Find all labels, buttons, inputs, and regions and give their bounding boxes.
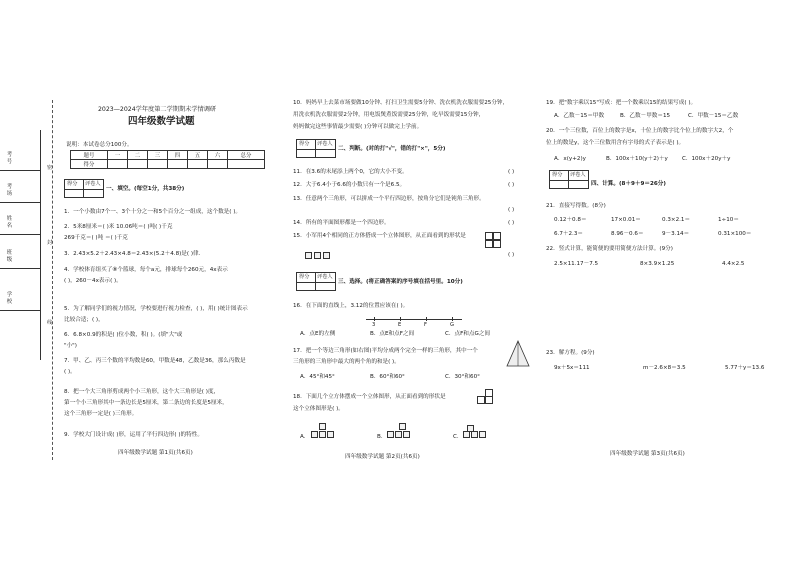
score-cell: 一 xyxy=(107,151,127,160)
q17-continued: 三角形的三角形中最大的两个角的和是( )。 xyxy=(293,359,400,365)
calc-item: 4.4×2.5 xyxy=(722,261,745,267)
calc-item: 8.96－0.6＝ xyxy=(611,231,644,237)
score-cell: 三 xyxy=(147,151,167,160)
q-line: "小") xyxy=(64,343,77,349)
option: A. xyxy=(300,434,306,440)
calc-item: 1÷10＝ xyxy=(718,217,739,223)
label-line xyxy=(0,202,40,203)
grader-box xyxy=(549,170,589,189)
q-line: 比较合适；( )， xyxy=(64,317,104,323)
label-exam-room: 考场 xyxy=(6,184,13,197)
grader-box xyxy=(64,179,104,198)
q-line: 2．5米8厘米＝( )米 10.06吨＝( )吨( )千克 xyxy=(64,224,173,230)
calc-item: 2.5×11.17－7.5 xyxy=(554,261,599,267)
score-cell xyxy=(167,160,187,169)
q-line: 9．学校大门设计成( )形，运用了平行四边形( )的特性。 xyxy=(64,432,203,438)
option: C．点F和点G之间 xyxy=(445,331,491,337)
q16: 16．在下面的直线上，3.12的位置应该在( )。 xyxy=(293,303,409,309)
label-school: 学校 xyxy=(6,292,13,305)
judge-item: 13．任意两个三角形，可以拼成一个平行四边形，按角分它们是钝角三角形。 xyxy=(293,196,485,202)
q-line: 3．2.43×5.2＋2.43×4.8＝2.43×(5.2＋4.8)是( )律. xyxy=(64,251,201,257)
q-line: 这个三角形一定是( )三角形。 xyxy=(64,411,138,417)
score-cell: 总分 xyxy=(228,151,265,160)
option: A．点E的左侧 xyxy=(300,331,336,337)
q-line: 8．把一个大三角形剪成两个小三角形，这个大三角形是( )度， xyxy=(64,389,220,395)
judge-item: 11．在3.6的末尾添上两个0，它的大小不变。 xyxy=(293,169,408,175)
triangle-icon xyxy=(506,340,530,368)
seal-char: 封 xyxy=(47,240,53,246)
grader-score: 得分 xyxy=(299,274,310,280)
q20: 20．一个三位数，百位上的数字是x，十位上的数字比个位上的数字大2，个 xyxy=(546,128,734,134)
cube-row-icon xyxy=(305,252,341,260)
calc-item: 9x＋5x＝111 xyxy=(554,365,590,371)
judge-mark: ( ) xyxy=(508,182,515,188)
calc-item: 0.3×2.1＝ xyxy=(662,217,691,223)
grader-reviewer: 评卷人 xyxy=(317,274,333,280)
option: B．60°和60° xyxy=(370,374,405,380)
q-line: 妈妈做完这些事情最少需要( )分钟可以做完上学前。 xyxy=(293,124,423,130)
judge-item: 12．大于6.4小于6.6的小数只有一个是6.5。 xyxy=(293,182,406,188)
option-b-cubes-icon xyxy=(387,420,415,440)
section3-heading: 三、选择。(将正确答案的序号填在括号里。10分) xyxy=(338,279,463,285)
q-line: 第一个小三角形其中一条边长是5厘米，第二条边的长度是5厘米， xyxy=(64,400,228,406)
score-cell xyxy=(228,160,265,169)
option-a-cubes-icon xyxy=(311,420,339,440)
label-exam-number: 考号 xyxy=(6,152,13,165)
calc-item: 9－3.14＝ xyxy=(662,231,690,237)
score-cell xyxy=(208,160,228,169)
score-cell: 得分 xyxy=(71,160,108,169)
option: A．乙数－15＝甲数 xyxy=(554,113,605,119)
label-line xyxy=(0,234,40,235)
calc-item: 8×3.9×1.25 xyxy=(640,261,675,267)
judge-mark: ( ) xyxy=(508,207,515,213)
q-line: 用洗衣机洗衣服需要2分钟，用电饭煲煮饭需要25分钟，吃早饭需要15分钟， xyxy=(293,112,485,118)
q-line: ( )。 xyxy=(64,369,76,375)
seal-char: 密 xyxy=(47,165,53,171)
section4-heading: 四、计算。(8＋9＋9＝26分) xyxy=(591,181,666,187)
binding-border xyxy=(40,130,41,360)
q-line: 6．6.8×0.9的积是( )位小数，积( )。(填"大"或 xyxy=(64,332,183,338)
judge-item: 15．小军用4个相同的正方体搭成一个立体图形，从正面看到的形状是 xyxy=(293,233,466,239)
calc-item: 5.77＋y＝13.6 xyxy=(725,365,765,371)
front-shape-icon xyxy=(477,389,497,405)
section2-heading: 二、判断。(对的打"√"，错的打"×"，5分) xyxy=(338,146,446,152)
page-footer: 四年级数学试题 第2页(共6页) xyxy=(345,454,420,460)
page-footer: 四年级数学试题 第1页(共6页) xyxy=(118,450,193,456)
score-cell xyxy=(188,160,208,169)
option: B．点E和点F之间 xyxy=(370,331,415,337)
grader-score: 得分 xyxy=(67,181,78,187)
q22: 22．竖式计算，能简便的要用简便方法计算。(9分) xyxy=(546,246,673,252)
tick-label: 3 xyxy=(372,322,376,328)
option: B. xyxy=(377,434,383,440)
calc-item: m－2.6×8＝3.5 xyxy=(643,365,686,371)
instructions: 说明：本试卷总分100分。 xyxy=(66,142,133,148)
calc-item: 6.7＋2.3＝ xyxy=(554,231,583,237)
tick-label: E xyxy=(398,322,402,328)
q21: 21．直接写得数。(8分) xyxy=(546,203,606,209)
judge-item: 14．所有的平面图形都是一个四边形。 xyxy=(293,220,390,226)
calc-item: 17×0.01＝ xyxy=(611,217,641,223)
grader-reviewer: 评卷人 xyxy=(570,172,586,178)
q-line: 1．一个小数由7个一、3个十分之一和5个百分之一组成，这个数是( )。 xyxy=(64,209,242,215)
label-line xyxy=(0,310,40,311)
seal-line xyxy=(52,100,53,460)
judge-mark: ( ) xyxy=(508,169,515,175)
option-c-cubes-icon xyxy=(463,424,491,440)
score-cell xyxy=(107,160,127,169)
section1-heading: 一、填空。(每空1分，共38分) xyxy=(106,186,185,192)
score-cell: 题号 xyxy=(71,151,108,160)
option: C. xyxy=(453,434,459,440)
q-line: ( )，260－4x表示( )。 xyxy=(64,278,122,284)
grader-box xyxy=(296,139,336,158)
q18-continued: 这个立体图形是( )。 xyxy=(293,406,344,412)
option: A．45°和45° xyxy=(300,374,335,380)
score-cell: 六 xyxy=(208,151,228,160)
grader-score: 得分 xyxy=(552,172,563,178)
score-cell: 二 xyxy=(127,151,147,160)
page-footer: 四年级数学试题 第3页(共6页) xyxy=(610,451,685,457)
q-line: 4．学校体育组买了⑧个篮球，每个a元，排球每个260元，4x表示 xyxy=(64,267,228,273)
calc-item: 0.12＋0.8＝ xyxy=(554,217,587,223)
q-line: 7．甲、乙、丙三个数的平均数是60，甲数是48，乙数是36，那么丙数是 xyxy=(64,358,246,364)
front-view-icon xyxy=(485,232,501,248)
grader-box xyxy=(296,272,336,291)
option: C．30°和60° xyxy=(445,374,480,380)
calc-item: 0.31×100＝ xyxy=(718,231,752,237)
score-cell xyxy=(127,160,147,169)
q19: 19．把"数字乘以15"写成：把一个数乘以15的结果写成( )。 xyxy=(546,100,697,106)
option: C．100x＋20y＋y xyxy=(682,156,731,162)
score-table xyxy=(70,150,265,169)
judge-mark: ( ) xyxy=(508,252,515,258)
q-line: 269千克＝( )吨 ＝( )千克 xyxy=(64,235,128,241)
number-line xyxy=(366,316,462,328)
grader-reviewer: 评卷人 xyxy=(85,181,101,187)
judge-mark: ( ) xyxy=(508,220,515,226)
q18: 18．下面几个立方体摆成一个立体图形，从正面看到的形状是 xyxy=(293,394,446,400)
tick-label: G xyxy=(450,322,455,328)
score-cell: 四 xyxy=(167,151,187,160)
page-title: 四年级数学试题 xyxy=(128,116,195,127)
grader-score: 得分 xyxy=(299,141,310,147)
label-name: 姓名 xyxy=(6,216,13,229)
label-line xyxy=(0,268,40,269)
option: C．甲数－15＝乙数 xyxy=(688,113,739,119)
grader-reviewer: 评卷人 xyxy=(317,141,333,147)
tick-label: F xyxy=(424,322,427,328)
option: A．x(y+2)y xyxy=(554,156,586,162)
score-cell xyxy=(147,160,167,169)
label-class: 班级 xyxy=(6,250,13,263)
q20-continued: 位上的数是y，这个三位数用含有字母的式子表示是( )。 xyxy=(546,140,685,146)
q17: 17．把一个等边三角形(如右图)平均分成两个完全一样的三角形，其中一个 xyxy=(293,348,478,354)
q23: 23．解方程。(9分) xyxy=(546,350,595,356)
option: B．乙数－甲数＝15 xyxy=(620,113,671,119)
q-line: 10．妈妈早上去菜市场要做10分钟、打扫卫生需要5分钟、洗衣机洗衣服需要25分钟， xyxy=(293,100,509,106)
year-title: 2023—2024学年度第二学期期末学情调研 xyxy=(98,106,217,113)
label-line xyxy=(0,170,40,171)
score-cell: 五 xyxy=(188,151,208,160)
seal-char: 线 xyxy=(47,320,53,326)
q-line: 5．为了解同学们的视力情况，学校要进行视力检查，( )，用( )统计图表示 xyxy=(64,306,248,312)
option: B．100x＋10(y＋2)＋y xyxy=(606,156,668,162)
